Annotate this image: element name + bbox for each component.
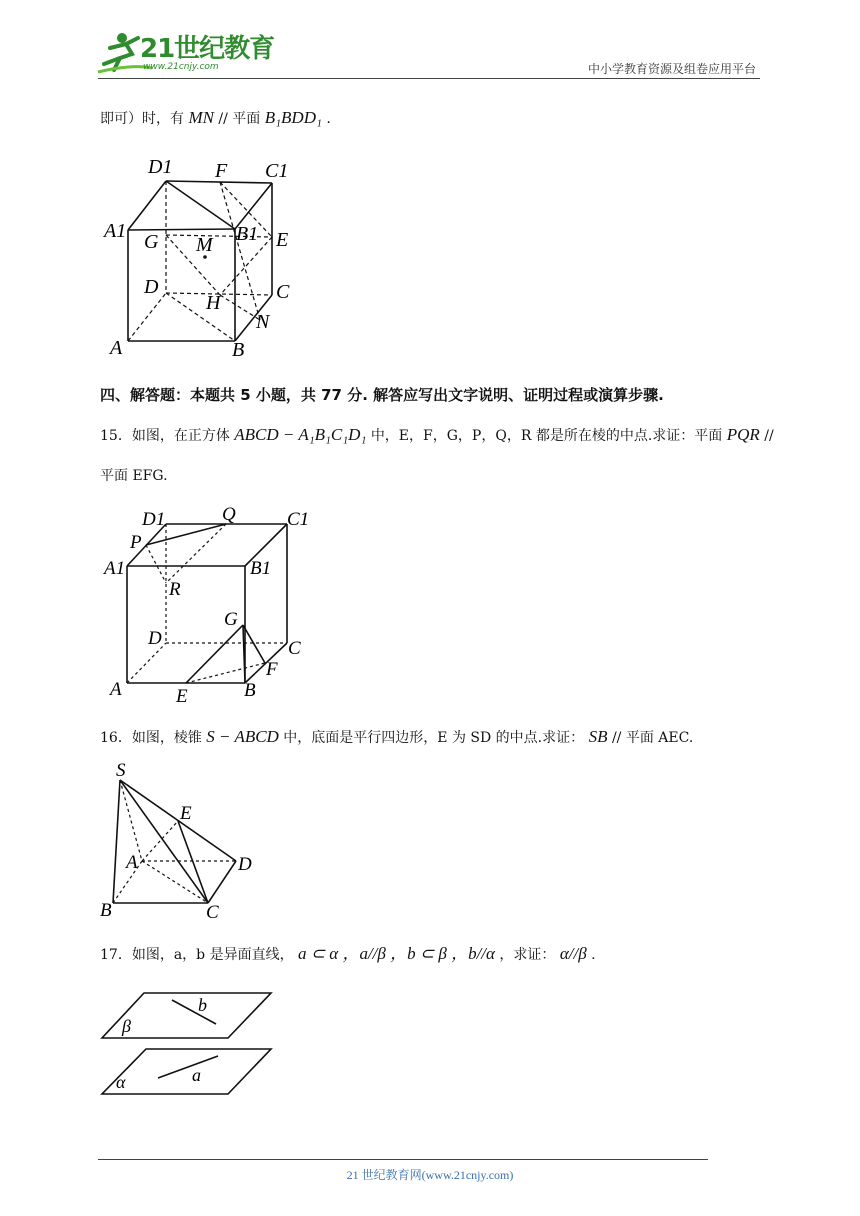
cube-figure-15	[100, 503, 310, 708]
footer-text: 21 世纪教育网(www.21cnjy.com)	[346, 1168, 514, 1182]
section-heading: 四、解答题：本题共 5 小题，共 77 分. 解答应写出文字说明、证明过程或演算步骤.	[100, 386, 664, 404]
cube-figure-mn	[100, 145, 310, 365]
fig15-label: P	[130, 532, 142, 553]
fig15-label: A1	[104, 558, 126, 579]
fig16-label: D	[238, 854, 252, 875]
fig15-label: R	[169, 579, 181, 600]
fig-mn-label: C	[276, 281, 290, 303]
fig-mn-label: M	[196, 234, 213, 256]
fig16-label: C	[206, 902, 219, 923]
fig15-label: F	[266, 659, 278, 680]
fig-mn-label: E	[276, 229, 289, 251]
fig-mn-label: N	[256, 311, 270, 333]
fig15-label: C	[288, 638, 301, 659]
fig-mn-label: A	[110, 337, 123, 359]
planes-figure-17	[100, 988, 280, 1098]
fig-mn-label: H	[206, 292, 221, 314]
intro-line: 即可）时，有 MN // 平面 B₁BDD₁ .	[100, 108, 331, 127]
site-name: 中小学教育资源及组卷应用平台	[587, 62, 756, 76]
fig-mn-label: A1	[104, 220, 127, 242]
fig-mn-label: C1	[265, 160, 289, 182]
footer-divider	[98, 1159, 708, 1160]
fig17-label: b	[198, 995, 207, 1015]
fig15-label: B1	[250, 558, 272, 579]
fig-mn-label: D	[144, 276, 159, 298]
question-15-line2: 平面 EFG.	[100, 468, 168, 484]
fig15-label: G	[224, 609, 238, 630]
fig15-label: Q	[222, 504, 236, 525]
fig17-label: α	[116, 1072, 126, 1092]
fig15-label: D	[148, 628, 162, 649]
fig16-label: B	[100, 900, 112, 921]
fig15-label: D1	[142, 509, 166, 530]
fig-mn-label: F	[215, 160, 228, 182]
fig-mn-label: G	[144, 231, 159, 253]
logo-url: www.21cnjy.com	[143, 62, 219, 72]
fig15-label: E	[176, 686, 188, 707]
fig17-label: a	[192, 1065, 201, 1085]
header-divider	[98, 78, 760, 79]
fig-mn-label: B	[232, 339, 245, 361]
logo-text: 21世纪教育	[140, 34, 275, 64]
fig-mn-label: B1	[236, 223, 259, 245]
fig-mn-label: D1	[148, 156, 173, 178]
question-17: 17．如图，a，b 是异面直线， a ⊂ α ，a//β ，b ⊂ β ，b//α ，求证： α//β .	[100, 944, 596, 963]
question-16: 16．如图，棱锥 S − ABCD 中，底面是平行四边形，E 为 SD 的中点.求证： SB // 平面 AEC.	[100, 727, 694, 746]
pyramid-figure-16	[98, 758, 268, 923]
fig15-label: B	[244, 680, 256, 701]
fig16-label: S	[116, 760, 126, 781]
fig17-label: β	[122, 1016, 131, 1036]
fig15-label: C1	[287, 509, 310, 530]
fig16-label: E	[180, 803, 192, 824]
question-15: 15．如图，在正方体 ABCD − A₁B₁C₁D₁ 中，E，F，G，P，Q，R 都是所在棱的中点.求证：平面 PQR //	[100, 425, 774, 444]
fig16-label: A	[126, 852, 138, 873]
fig15-label: A	[110, 679, 122, 700]
